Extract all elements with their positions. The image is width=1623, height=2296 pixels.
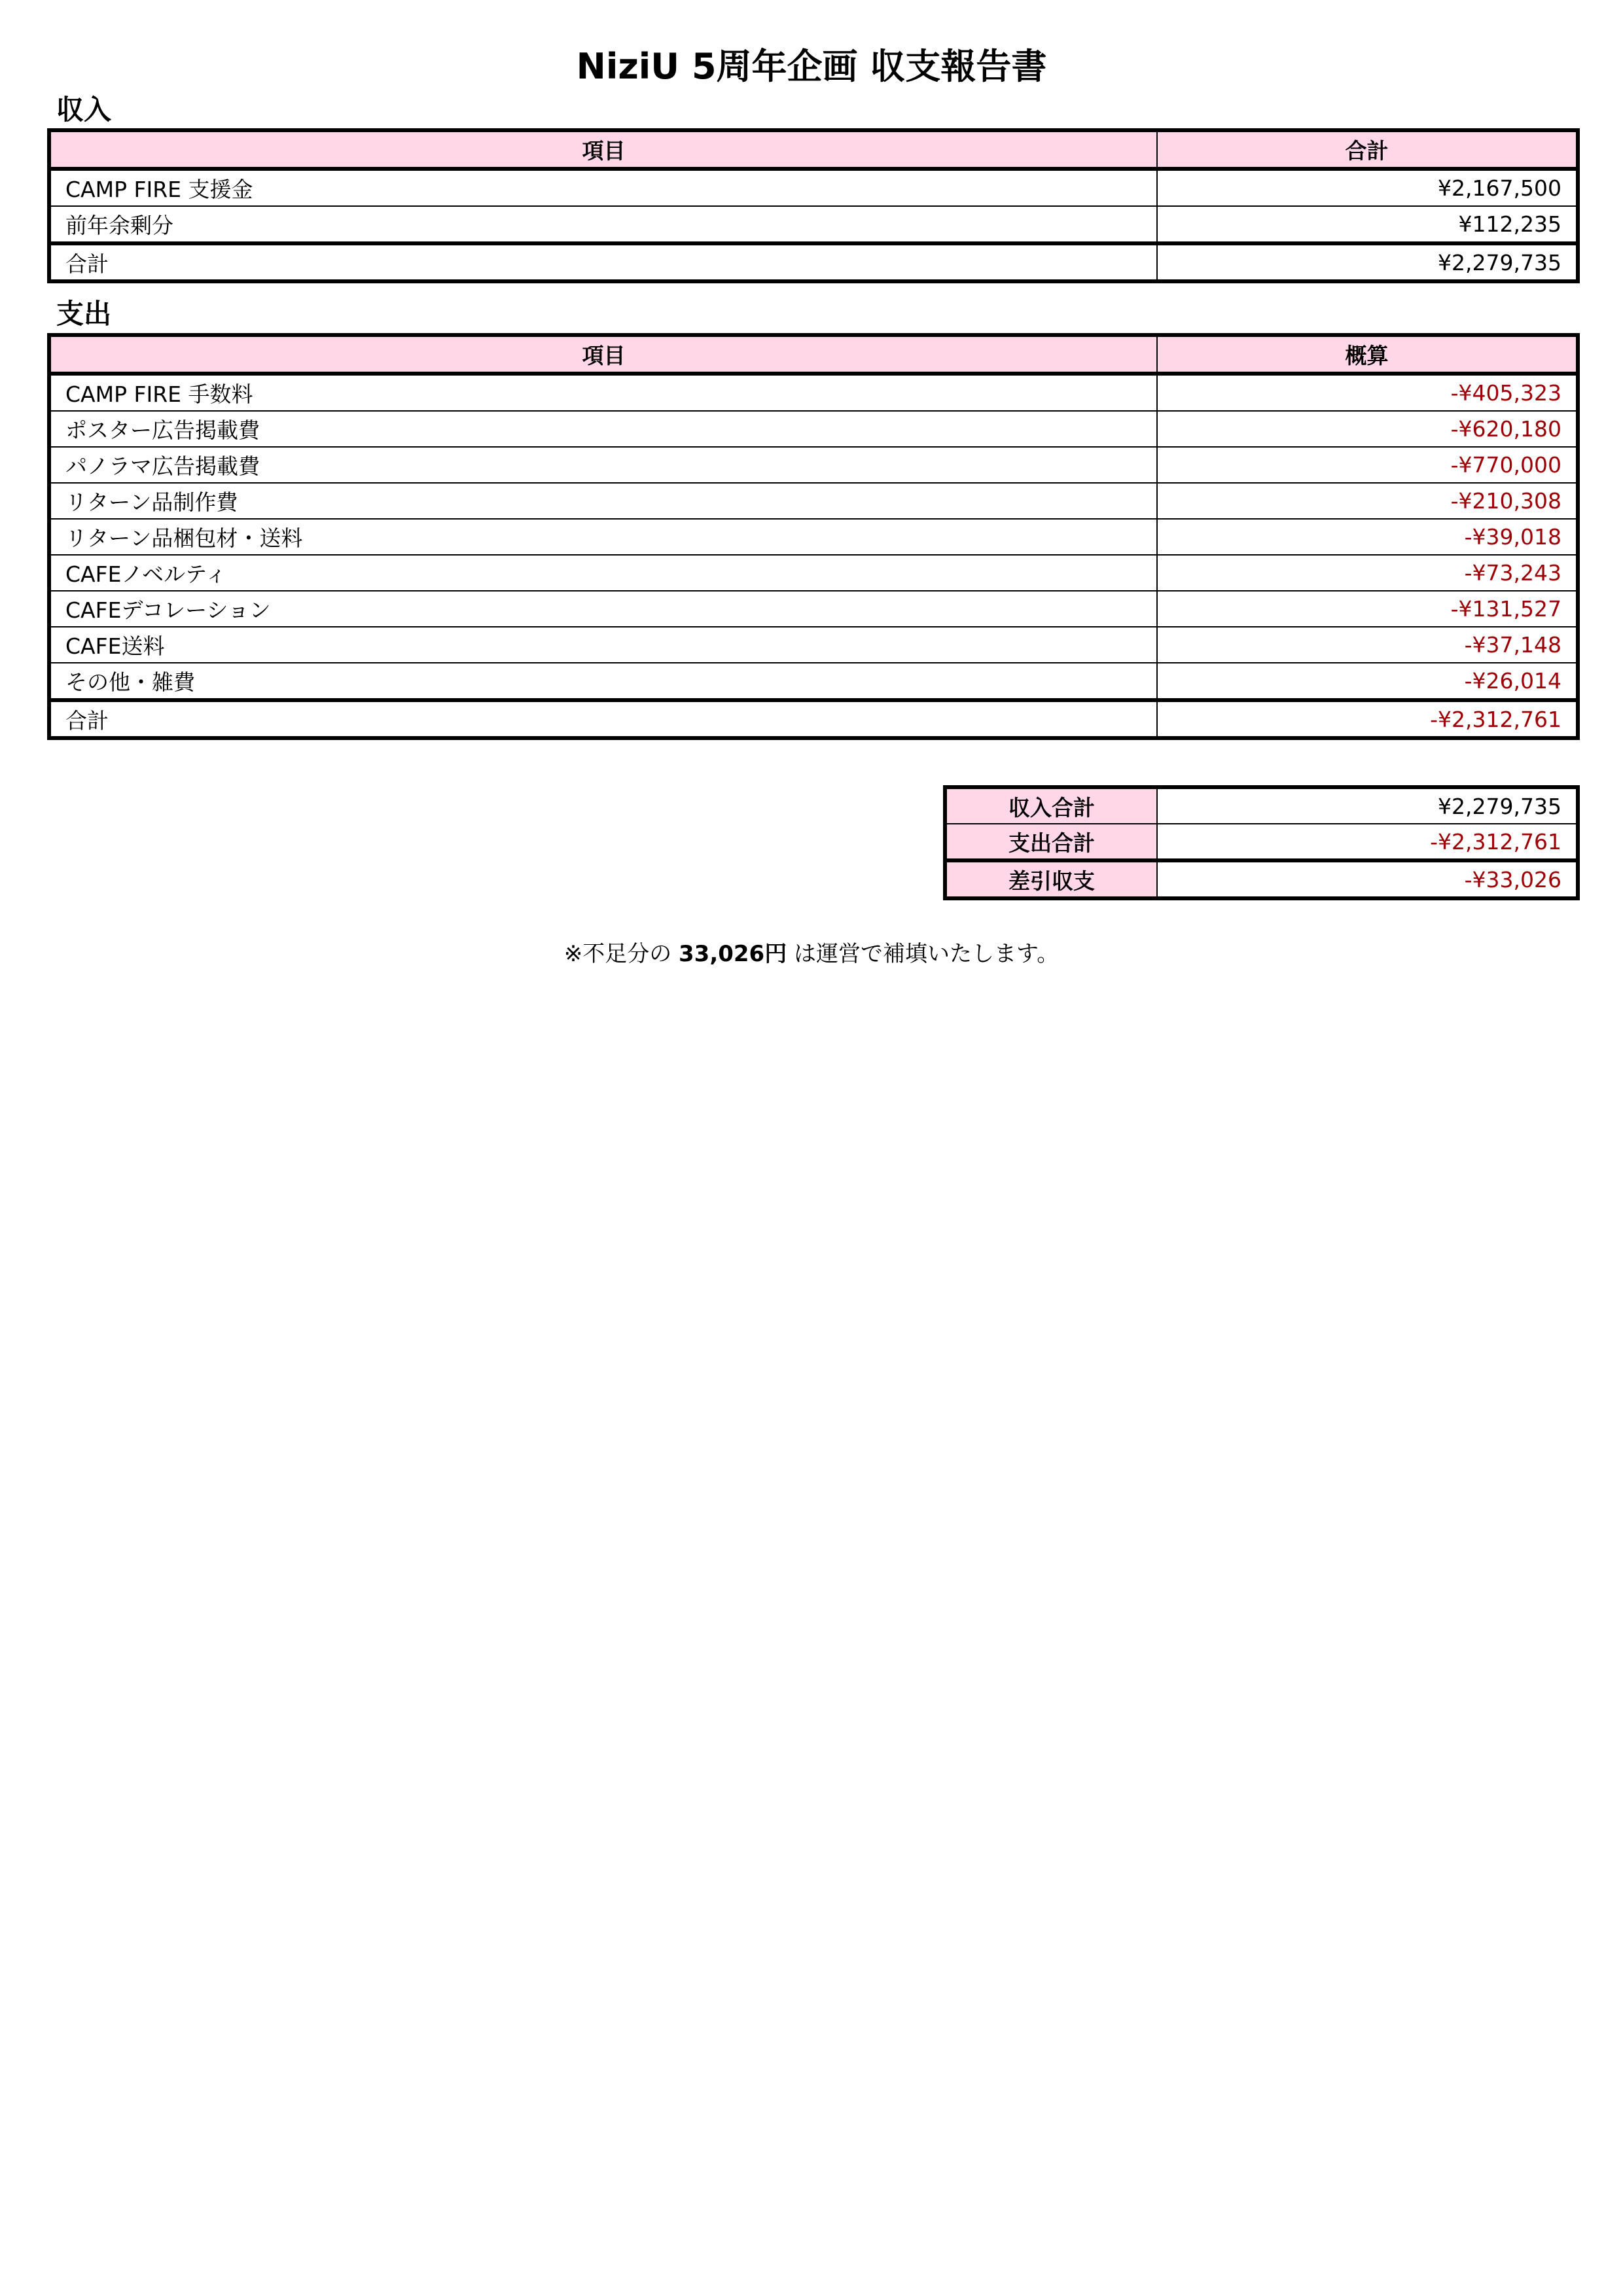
row-item: その他・雑費 [49,663,1157,700]
row-amount: ¥2,167,500 [1157,169,1578,206]
summary-diff-label: 差引収支 [945,860,1157,898]
summary-income-amount: ¥2,279,735 [1157,787,1578,824]
column-header-amount: 合計 [1157,130,1578,169]
row-amount: -¥39,018 [1157,519,1578,555]
row-amount: -¥620,180 [1157,411,1578,447]
expense-table [47,333,1580,740]
row-item: CAFE送料 [49,627,1157,663]
row-item: CAMP FIRE 支援金 [49,169,1157,206]
total-amount: ¥2,279,735 [1157,243,1578,281]
summary-expense-label: 支出合計 [945,824,1157,860]
row-item: CAFEデコレーション [49,591,1157,627]
table-row [49,483,1578,519]
summary-diff-row [945,860,1578,898]
expense-heading: 支出 [56,298,112,330]
row-item: リターン品梱包材・送料 [49,519,1157,555]
row-amount: ¥112,235 [1157,206,1578,243]
table-row [49,374,1578,411]
table-row [49,627,1578,663]
table-row [49,447,1578,483]
row-item: 前年余剰分 [49,206,1157,243]
row-amount: -¥73,243 [1157,555,1578,591]
total-amount: -¥2,312,761 [1157,700,1578,738]
row-amount: -¥405,323 [1157,374,1578,411]
summary-expense-amount: -¥2,312,761 [1157,824,1578,860]
table-row [49,206,1578,243]
footnote-suffix: は運営で補填いたします。 [787,941,1060,967]
total-label: 合計 [49,243,1157,281]
column-header-item: 項目 [49,335,1157,374]
row-item: CAFEノベルティ [49,555,1157,591]
table-header-row [49,130,1578,169]
row-amount: -¥26,014 [1157,663,1578,700]
table-header-row [49,335,1578,374]
row-amount: -¥210,308 [1157,483,1578,519]
summary-income-label: 収入合計 [945,787,1157,824]
column-header-item: 項目 [49,130,1157,169]
income-table [47,128,1580,283]
income-heading: 収入 [56,94,112,126]
table-row [49,591,1578,627]
row-amount: -¥131,527 [1157,591,1578,627]
footnote-prefix: ※不足分の [563,941,679,967]
summary-expense-row [945,824,1578,860]
table-row [49,519,1578,555]
column-header-amount: 概算 [1157,335,1578,374]
row-item: パノラマ広告掲載費 [49,447,1157,483]
row-item: リターン品制作費 [49,483,1157,519]
footnote [0,938,1623,970]
expense-total-row [49,700,1578,738]
total-label: 合計 [49,700,1157,738]
row-amount: -¥37,148 [1157,627,1578,663]
table-row [49,411,1578,447]
table-row [49,169,1578,206]
row-amount: -¥770,000 [1157,447,1578,483]
footnote-amount: 33,026円 [679,941,787,967]
summary-diff-amount: -¥33,026 [1157,860,1578,898]
summary-income-row [945,787,1578,824]
table-row [49,555,1578,591]
table-row [49,663,1578,700]
income-total-row [49,243,1578,281]
page-title: NiziU 5周年企画 収支報告書 [576,46,1047,87]
row-item: CAMP FIRE 手数料 [49,374,1157,411]
summary-table [943,785,1580,900]
row-item: ポスター広告掲載費 [49,411,1157,447]
